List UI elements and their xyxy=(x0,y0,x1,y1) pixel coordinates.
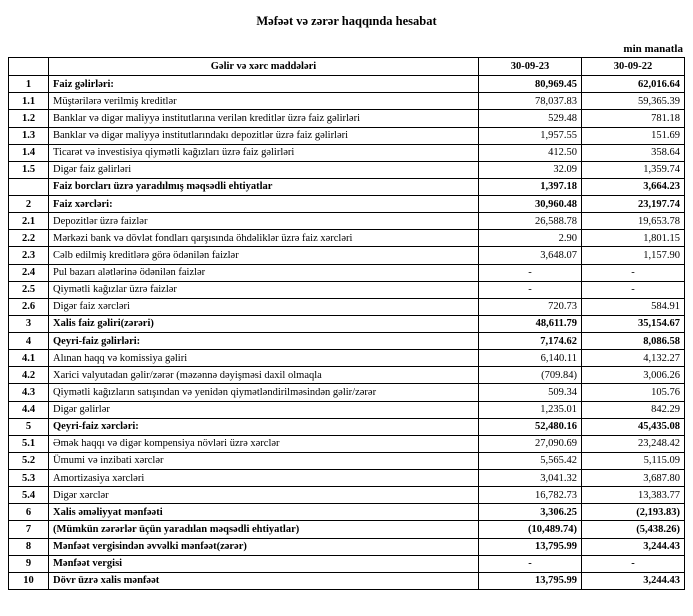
value-30-09-22: - xyxy=(582,281,685,298)
value-30-09-22: 1,359.74 xyxy=(582,161,685,178)
value-30-09-23: 30,960.48 xyxy=(479,196,582,213)
value-30-09-23: 48,611.79 xyxy=(479,315,582,332)
table-row xyxy=(9,470,685,487)
value-30-09-23: 78,037.83 xyxy=(479,93,582,110)
table-body xyxy=(9,76,685,590)
value-30-09-23: 52,480.16 xyxy=(479,418,582,435)
row-number: 2.2 xyxy=(9,230,49,247)
row-item-label: Faiz gəlirləri: xyxy=(49,76,479,93)
value-30-09-22: 8,086.58 xyxy=(582,333,685,350)
row-number: 5 xyxy=(9,418,49,435)
row-number: 1.5 xyxy=(9,161,49,178)
value-30-09-22: 3,244.43 xyxy=(582,538,685,555)
table-row xyxy=(9,418,685,435)
value-30-09-22: 1,801.15 xyxy=(582,230,685,247)
row-item-label: Banklar və digər maliyyə institutlarındakı depozitlər üzrə faiz gəlirləri xyxy=(49,127,479,144)
table-row xyxy=(9,538,685,555)
value-30-09-22: 105.76 xyxy=(582,384,685,401)
value-30-09-23: 5,565.42 xyxy=(479,452,582,469)
value-30-09-22: 584.91 xyxy=(582,298,685,315)
value-30-09-22: 3,006.26 xyxy=(582,367,685,384)
table-row xyxy=(9,196,685,213)
row-number: 5.3 xyxy=(9,470,49,487)
value-30-09-23: (709.84) xyxy=(479,367,582,384)
table-row xyxy=(9,452,685,469)
table-row xyxy=(9,161,685,178)
row-item-label: Mənfəət vergisindən əvvəlki mənfəət(zərər) xyxy=(49,538,479,555)
table-row xyxy=(9,264,685,281)
row-number xyxy=(9,178,49,195)
value-30-09-22: 59,365.39 xyxy=(582,93,685,110)
table-row xyxy=(9,504,685,521)
table-row xyxy=(9,213,685,230)
table-row xyxy=(9,281,685,298)
row-number: 2.4 xyxy=(9,264,49,281)
value-30-09-23: (10,489.74) xyxy=(479,521,582,538)
value-30-09-22: 781.18 xyxy=(582,110,685,127)
value-30-09-23: 26,588.78 xyxy=(479,213,582,230)
value-30-09-23: 27,090.69 xyxy=(479,435,582,452)
value-30-09-23: 3,041.32 xyxy=(479,470,582,487)
row-number: 5.4 xyxy=(9,487,49,504)
value-30-09-23: 1,957.55 xyxy=(479,127,582,144)
row-number: 4.4 xyxy=(9,401,49,418)
row-item-label: Digər xərclər xyxy=(49,487,479,504)
value-30-09-23: 3,648.07 xyxy=(479,247,582,264)
row-number: 5.2 xyxy=(9,452,49,469)
table-row xyxy=(9,127,685,144)
row-item-label: Əmək haqqı və digər kompensiya növləri üzrə xərclər xyxy=(49,435,479,452)
row-number: 4.1 xyxy=(9,350,49,367)
unit-note: min manatla xyxy=(623,43,683,55)
row-item-label: Depozitlər üzrə faizlər xyxy=(49,213,479,230)
table-row xyxy=(9,247,685,264)
value-30-09-23: 529.48 xyxy=(479,110,582,127)
table-row xyxy=(9,435,685,452)
value-30-09-23: - xyxy=(479,264,582,281)
table-row xyxy=(9,521,685,538)
value-30-09-22: (5,438.26) xyxy=(582,521,685,538)
row-number: 1.1 xyxy=(9,93,49,110)
value-30-09-22: 35,154.67 xyxy=(582,315,685,332)
row-item-label: Ümumi və inzibati xərclər xyxy=(49,452,479,469)
value-30-09-22: - xyxy=(582,555,685,572)
table-row xyxy=(9,110,685,127)
row-item-label: Qiymətli kağızlar üzrə faizlər xyxy=(49,281,479,298)
table-row xyxy=(9,487,685,504)
row-number: 5.1 xyxy=(9,435,49,452)
row-number: 1.2 xyxy=(9,110,49,127)
value-30-09-23: 3,306.25 xyxy=(479,504,582,521)
row-number: 1.4 xyxy=(9,144,49,161)
value-30-09-23: - xyxy=(479,555,582,572)
row-item-label: Xarici valyutadan gəlir/zərər (məzənnə dəyişməsi daxil olmaqla xyxy=(49,367,479,384)
row-number: 2.1 xyxy=(9,213,49,230)
row-number: 1.3 xyxy=(9,127,49,144)
row-item-label: Xalis əməliyyat mənfəəti xyxy=(49,504,479,521)
row-item-label: Digər faiz xərcləri xyxy=(49,298,479,315)
table-row xyxy=(9,93,685,110)
row-item-label: Alınan haqq və komissiya gəliri xyxy=(49,350,479,367)
header-date-30-09-22: 30-09-22 xyxy=(582,58,685,76)
header-date-30-09-23: 30-09-23 xyxy=(479,58,582,76)
value-30-09-23: 32.09 xyxy=(479,161,582,178)
row-item-label: Mərkəzi bank və dövlət fondları qarşısında öhdəliklər üzrə faiz xərcləri xyxy=(49,230,479,247)
row-number: 2.6 xyxy=(9,298,49,315)
value-30-09-22: 1,157.90 xyxy=(582,247,685,264)
value-30-09-22: 358.64 xyxy=(582,144,685,161)
value-30-09-22: 842.29 xyxy=(582,401,685,418)
value-30-09-23: 80,969.45 xyxy=(479,76,582,93)
header-item-column: Gəlir və xərc maddələri xyxy=(49,58,479,76)
row-number: 2 xyxy=(9,196,49,213)
row-item-label: Banklar və digər maliyyə institutlarına verilən kreditlər üzrə faiz gəlirləri xyxy=(49,110,479,127)
header-row-number xyxy=(9,58,49,76)
table-row xyxy=(9,230,685,247)
value-30-09-22: 3,687.80 xyxy=(582,470,685,487)
table-row xyxy=(9,178,685,195)
row-item-label: Qiymətli kağızların satışından və yenidən qiymətləndirilməsindən gəlir/zərər xyxy=(49,384,479,401)
row-item-label: Cəlb edilmiş kreditlərə görə ödənilən faizlər xyxy=(49,247,479,264)
value-30-09-23: 509.34 xyxy=(479,384,582,401)
value-30-09-22: 5,115.09 xyxy=(582,452,685,469)
value-30-09-23: 6,140.11 xyxy=(479,350,582,367)
row-item-label: Digər faiz gəlirləri xyxy=(49,161,479,178)
row-item-label: Qeyri-faiz xərcləri: xyxy=(49,418,479,435)
row-number: 2.3 xyxy=(9,247,49,264)
row-item-label: Ticarət və investisiya qiymətli kağızları üzrə faiz gəlirləri xyxy=(49,144,479,161)
row-number: 1 xyxy=(9,76,49,93)
row-item-label: Mənfəət vergisi xyxy=(49,555,479,572)
value-30-09-22: (2,193.83) xyxy=(582,504,685,521)
value-30-09-23: 2.90 xyxy=(479,230,582,247)
value-30-09-22: 151.69 xyxy=(582,127,685,144)
value-30-09-22: 45,435.08 xyxy=(582,418,685,435)
table-row xyxy=(9,367,685,384)
value-30-09-22: 19,653.78 xyxy=(582,213,685,230)
row-number: 10 xyxy=(9,572,49,589)
value-30-09-22: 13,383.77 xyxy=(582,487,685,504)
row-number: 7 xyxy=(9,521,49,538)
row-number: 6 xyxy=(9,504,49,521)
table-row xyxy=(9,350,685,367)
value-30-09-22: 23,197.74 xyxy=(582,196,685,213)
value-30-09-23: 1,235.01 xyxy=(479,401,582,418)
row-number: 3 xyxy=(9,315,49,332)
value-30-09-22: 3,244.43 xyxy=(582,572,685,589)
table-row xyxy=(9,315,685,332)
profit-loss-table xyxy=(8,57,685,590)
value-30-09-23: 412.50 xyxy=(479,144,582,161)
row-item-label: Faiz xərcləri: xyxy=(49,196,479,213)
row-item-label: (Mümkün zərərlər üçün yaradılan məqsədli ehtiyatlar) xyxy=(49,521,479,538)
row-number: 4.3 xyxy=(9,384,49,401)
value-30-09-22: - xyxy=(582,264,685,281)
value-30-09-23: 720.73 xyxy=(479,298,582,315)
row-item-label: Dövr üzrə xalis mənfəət xyxy=(49,572,479,589)
row-item-label: Müştərilərə verilmiş kreditlər xyxy=(49,93,479,110)
value-30-09-23: - xyxy=(479,281,582,298)
table-row xyxy=(9,333,685,350)
table-row xyxy=(9,572,685,589)
table-row xyxy=(9,76,685,93)
value-30-09-22: 23,248.42 xyxy=(582,435,685,452)
table-row xyxy=(9,555,685,572)
value-30-09-23: 7,174.62 xyxy=(479,333,582,350)
row-number: 2.5 xyxy=(9,281,49,298)
table-row xyxy=(9,144,685,161)
page-title: Məfəət və zərər haqqında hesabat xyxy=(256,14,437,28)
row-item-label: Qeyri-faiz gəlirləri: xyxy=(49,333,479,350)
value-30-09-23: 13,795.99 xyxy=(479,572,582,589)
value-30-09-22: 3,664.23 xyxy=(582,178,685,195)
table-header-row xyxy=(9,58,685,76)
table-row xyxy=(9,298,685,315)
row-number: 8 xyxy=(9,538,49,555)
value-30-09-22: 4,132.27 xyxy=(582,350,685,367)
row-number: 4 xyxy=(9,333,49,350)
row-number: 4.2 xyxy=(9,367,49,384)
row-item-label: Faiz borcları üzrə yaradılmış məqsədli ehtiyatlar xyxy=(49,178,479,195)
row-item-label: Xalis faiz gəliri(zərəri) xyxy=(49,315,479,332)
table-row xyxy=(9,384,685,401)
value-30-09-22: 62,016.64 xyxy=(582,76,685,93)
value-30-09-23: 16,782.73 xyxy=(479,487,582,504)
row-item-label: Pul bazarı alətlərinə ödənilən faizlər xyxy=(49,264,479,281)
value-30-09-23: 13,795.99 xyxy=(479,538,582,555)
table-row xyxy=(9,401,685,418)
row-item-label: Digər gəlirlər xyxy=(49,401,479,418)
value-30-09-23: 1,397.18 xyxy=(479,178,582,195)
row-number: 9 xyxy=(9,555,49,572)
row-item-label: Amortizasiya xərcləri xyxy=(49,470,479,487)
